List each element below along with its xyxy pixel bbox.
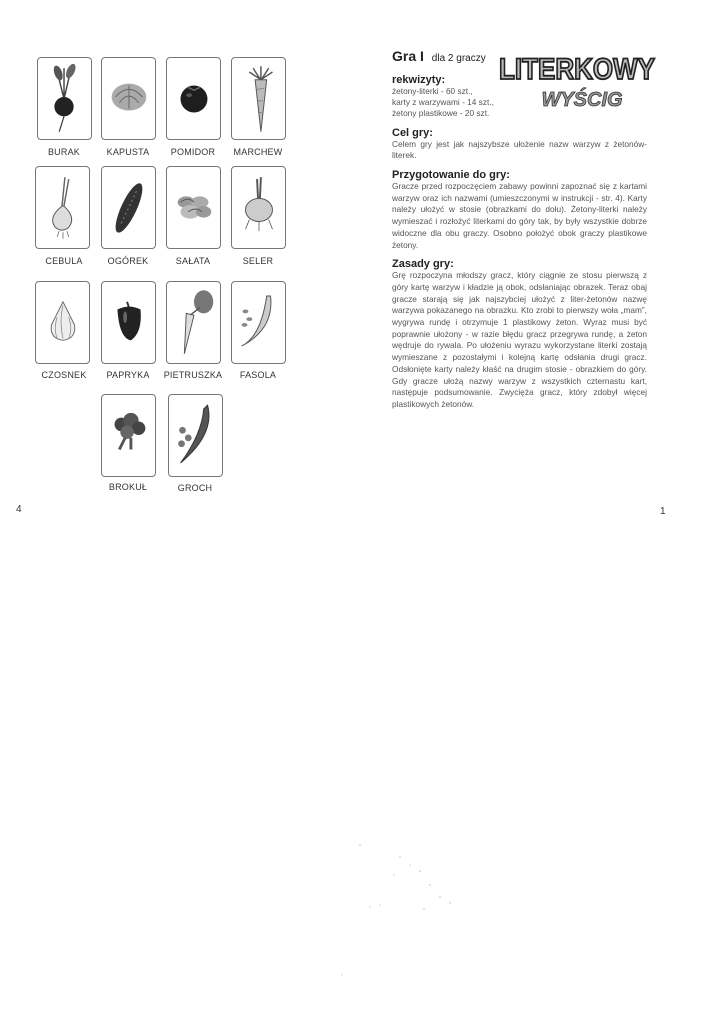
requisite-item: karty z warzywami - 14 szt., — [392, 97, 494, 108]
card-label: BURAK — [47, 147, 80, 157]
title: Gra I — [392, 48, 424, 64]
pea-icon — [169, 395, 222, 476]
prep-text: Gracze przed rozpoczęciem zabawy powinni zapoznać się z kartami warzyw oraz ich nazwami (umieszczonymi w instrukcji - str. 4). Karty należy ułożyć w stosie (obrazkami do dołu). Żetony-literki należy wymieszać i rozłożyć literkami do góry tak, by były wszystkie dobrze widoczne dla obu graczy. Osobno położyć obok graczy plastikowe żetony. — [392, 181, 647, 250]
card-label: SAŁATA — [175, 256, 211, 266]
card-groch — [168, 394, 223, 477]
celery-icon — [232, 167, 285, 248]
card-fasola — [231, 281, 286, 364]
card-label: CZOSNEK — [41, 370, 87, 380]
bean-icon — [232, 282, 285, 363]
scan-noise — [350, 835, 470, 975]
requisites-heading: rekwizyty: — [392, 74, 446, 86]
lettuce-icon — [167, 167, 220, 248]
card-label: PIETRUSZKA — [163, 370, 223, 380]
card-label: SELER — [242, 256, 274, 266]
rules-heading: Zasady gry: — [392, 258, 454, 271]
card-seler — [231, 166, 286, 249]
card-label: POMIDOR — [170, 147, 216, 157]
card-pomidor — [166, 57, 221, 140]
subtitle: dla 2 graczy — [431, 53, 486, 64]
beetroot-icon — [38, 58, 91, 139]
prep-heading: Przygotowanie do gry: — [392, 169, 510, 182]
card-pietruszka — [166, 281, 221, 364]
card-burak — [37, 57, 92, 140]
card-salata — [166, 166, 221, 249]
card-papryka — [101, 281, 156, 364]
page-number-right: 1 — [660, 506, 666, 517]
game-title — [392, 48, 647, 64]
page-number-left: 4 — [16, 504, 22, 515]
requisite-item: żetony-literki - 60 szt., — [392, 86, 473, 96]
onion-icon — [36, 167, 89, 248]
carrot-icon — [232, 58, 285, 139]
card-kapusta — [101, 57, 156, 140]
logo-line2: WYŚCIG — [541, 89, 623, 111]
instructions — [392, 48, 647, 411]
card-label: OGÓREK — [107, 256, 149, 266]
broccoli-icon — [102, 395, 155, 476]
card-czosnek — [35, 281, 90, 364]
card-brokul — [101, 394, 156, 477]
card-label: CEBULA — [45, 256, 83, 266]
goal-heading: Cel gry: — [392, 126, 433, 139]
card-label: GROCH — [177, 483, 213, 493]
tomato-icon — [167, 58, 220, 139]
card-label: MARCHEW — [233, 147, 283, 157]
garlic-icon — [36, 282, 89, 363]
card-ogorek — [101, 166, 156, 249]
logo-line1: LITERKOWY — [499, 52, 655, 86]
goal-text: Celem gry jest jak najszybsze ułożenie nazw warzyw z żetonów-literek. — [392, 138, 647, 161]
card-label: PAPRYKA — [106, 370, 150, 380]
card-cebula — [35, 166, 90, 249]
card-label: FASOLA — [239, 370, 277, 380]
cucumber-icon — [102, 167, 155, 248]
requisite-item: żetony plastikowe - 20 szt. — [392, 108, 490, 119]
cabbage-icon — [102, 58, 155, 139]
card-label: BROKUŁ — [108, 482, 148, 492]
card-label: KAPUSTA — [106, 147, 150, 157]
card-marchew — [231, 57, 286, 140]
pepper-icon — [102, 282, 155, 363]
parsley-icon — [167, 282, 220, 363]
rules-text: Grę rozpoczyna młodszy gracz, który ciągnie ze stosu pierwszą z góry kartę warzyw i kładzie ją obok, odsłaniając obrazek. Teraz obaj gracze starają się jak najszybciej ułożyć z liter-żetonów nazwę warzywa pokazanego na obrazku. Kto zrobi to pierwszy woła „mam”, wygrywa rundę i otrzymuje 1 plastikowy żeton. Wyraz musi być poprawnie ułożony - w razie błędu gracz przegrywa rundę, a żeton wędruje do rywala. Po ułożeniu wyrazu wykorzystane literki zostają wymieszane z pozostałymi i kolejną kartę odsłania drugi gracz. Odsłonięte karty należy kłaść na drugim stosie - obrazkiem do góry. Gdy gracze ułożą nazwy warzyw z wszystkich czternastu kart, następuje podsumowanie. Zwycięża gracz, który zdobył więcej plastikowych żetonów. — [392, 270, 647, 409]
